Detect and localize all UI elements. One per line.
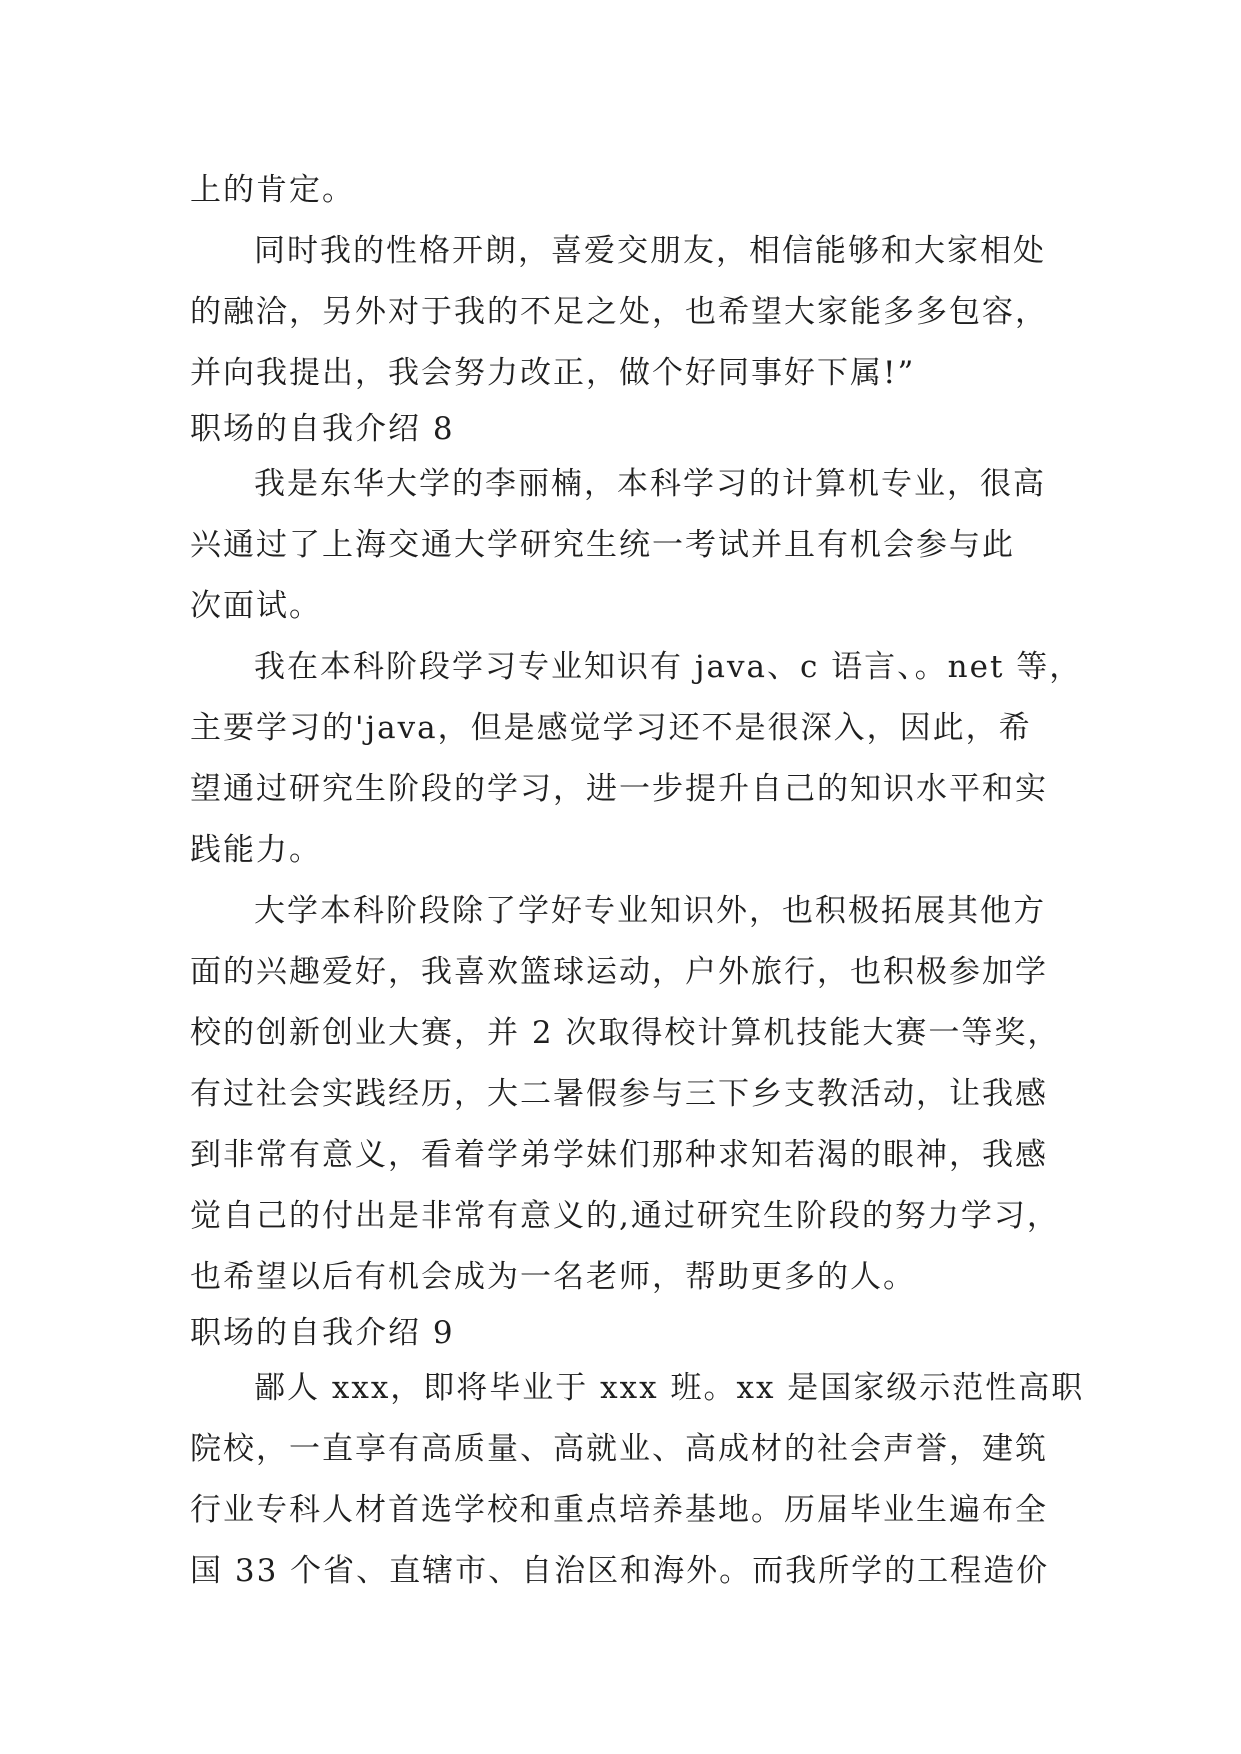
paragraph-line: 有过社会实践经历，大二暑假参与三下乡支教活动，让我感 (190, 1076, 1048, 1112)
section-heading: 职场的自我介绍 8 (190, 411, 455, 447)
paragraph-line: 望通过研究生阶段的学习，进一步提升自己的知识水平和实 (190, 771, 1048, 807)
paragraph-line: 兴通过了上海交通大学研究生统一考试并且有机会参与此 (190, 527, 1015, 563)
paragraph-line: 院校，一直享有高质量、高就业、高成材的社会声誉，建筑 (190, 1431, 1048, 1467)
document-body (190, 160, 1085, 1602)
paragraph-line: 校的创新创业大赛，并 2 次取得校计算机技能大赛一等奖， (190, 1015, 1061, 1051)
paragraph-line: 践能力。 (190, 832, 322, 868)
paragraph-line: 行业专科人材首选学校和重点培养基地。历届毕业生遍布全 (190, 1492, 1048, 1528)
paragraph-line: 上的肯定。 (190, 172, 355, 208)
paragraph-line: 面的兴趣爱好，我喜欢篮球运动，户外旅行，也积极参加学 (190, 954, 1048, 990)
paragraph-line: 我在本科阶段学习专业知识有 java、c 语言、。net 等， (254, 649, 1083, 685)
paragraph-line: 同时我的性格开朗，喜爱交朋友，相信能够和大家相处 (254, 233, 1046, 269)
paragraph-line: 的融洽，另外对于我的不足之处，也希望大家能多多包容， (190, 294, 1048, 330)
paragraph-line: 国 33 个省、直辖市、自治区和海外。而我所学的工程造价 (190, 1553, 1050, 1589)
paragraph-line: 并向我提出，我会努力改正，做个好同事好下属!” (190, 355, 916, 391)
paragraph-line: 大学本科阶段除了学好专业知识外，也积极拓展其他方 (254, 893, 1046, 929)
paragraph-line: 我是东华大学的李丽楠，本科学习的计算机专业，很高 (254, 466, 1046, 502)
paragraph-line: 次面试。 (190, 588, 322, 624)
paragraph-line: 觉自己的付出是非常有意义的,通过研究生阶段的努力学习， (190, 1198, 1060, 1234)
paragraph-line: 鄙人 xxx，即将毕业于 xxx 班。xx 是国家级示范性高职 (254, 1370, 1085, 1406)
paragraph-line: 主要学习的'java，但是感觉学习还不是很深入，因此，希 (190, 710, 1032, 746)
section-heading: 职场的自我介绍 9 (190, 1315, 455, 1351)
paragraph-line: 也希望以后有机会成为一名老师，帮助更多的人。 (190, 1259, 916, 1295)
paragraph-line: 到非常有意义，看着学弟学妹们那种求知若渴的眼神，我感 (190, 1137, 1048, 1173)
